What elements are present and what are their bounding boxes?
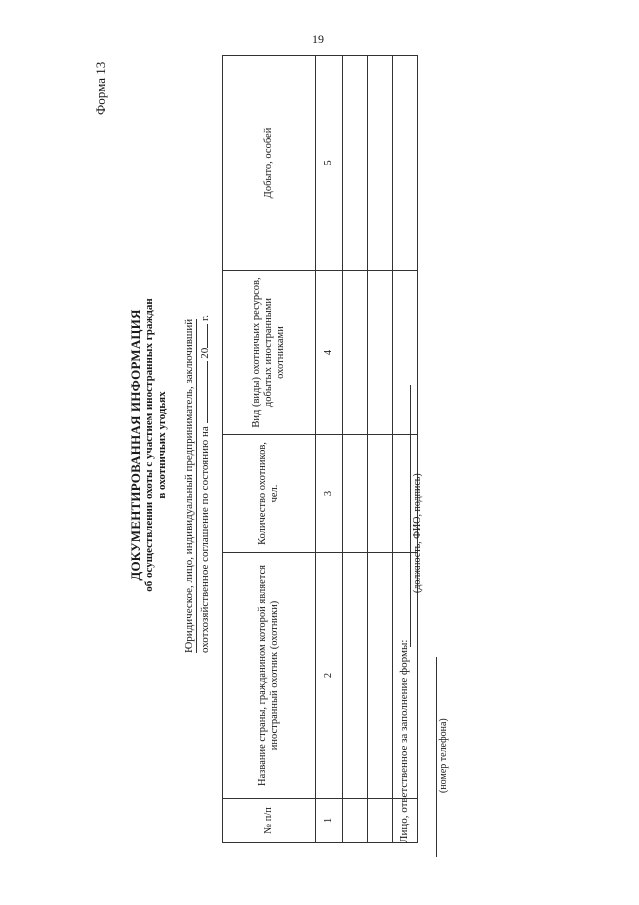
table-cell[interactable]: [368, 435, 393, 553]
table-cell[interactable]: [343, 56, 368, 271]
column-numbers-row: [316, 56, 343, 843]
responsible-caption: (должность, ФИО, подпись): [412, 473, 423, 593]
document-subtitle: об осуществлении охоты с участием иностранных граждан: [143, 298, 155, 592]
page-number: 19: [312, 32, 324, 46]
column-number: 3: [316, 435, 343, 553]
year-blank[interactable]: [197, 324, 208, 348]
subject-line-1: Юридическое, лицо, индивидуальный предприниматель, заключивший: [183, 318, 195, 653]
table-cell[interactable]: [393, 271, 418, 435]
form-label: Форма 13: [93, 61, 108, 115]
phone-line[interactable]: [436, 657, 437, 857]
phone-caption: (номер телефона): [438, 718, 449, 793]
date-blank[interactable]: [197, 362, 208, 424]
document-subtitle-2: в охотничьих угодьях: [156, 391, 168, 499]
header-number: № п/п: [223, 799, 316, 843]
header-country: Название страны, гражданином которой является иностранный охотник (охотники): [223, 553, 316, 799]
responsible-label: Лицо, ответственное за заполнение формы:: [398, 639, 410, 843]
table-cell[interactable]: [368, 553, 393, 799]
year-suffix: г.: [199, 314, 211, 321]
column-number: 4: [316, 271, 343, 435]
column-number: 5: [316, 56, 343, 271]
table-cell[interactable]: [343, 799, 368, 843]
column-number: 1: [316, 799, 343, 843]
header-harvested: Добыто, особей: [223, 56, 316, 271]
column-number: 2: [316, 553, 343, 799]
hunt-table: [222, 55, 418, 843]
table-row: [368, 56, 393, 843]
subject-line-2: [197, 233, 212, 653]
table-cell[interactable]: [343, 435, 368, 553]
table-row: [343, 56, 368, 843]
header-hunters-count: Количество охотников, чел.: [223, 435, 316, 553]
table-cell[interactable]: [393, 56, 418, 271]
header-resource-types: Вид (виды) охотничьих ресурсов, добытых иностранными охотниками: [223, 271, 316, 435]
document-title: ДОКУМЕНТИРОВАННАЯ ИНФОРМАЦИЯ: [128, 309, 143, 581]
header-row: [223, 56, 316, 843]
subject-block: [182, 233, 212, 653]
table-cell[interactable]: [368, 56, 393, 271]
table-cell[interactable]: [343, 553, 368, 799]
table-cell[interactable]: [368, 271, 393, 435]
table-cell[interactable]: [343, 271, 368, 435]
responsible-signature-line[interactable]: [410, 385, 411, 647]
table-cell[interactable]: [368, 799, 393, 843]
date-prefix: охотхозяйственное соглашение по состоянию на: [199, 426, 211, 653]
year-prefix: 20: [199, 347, 211, 359]
